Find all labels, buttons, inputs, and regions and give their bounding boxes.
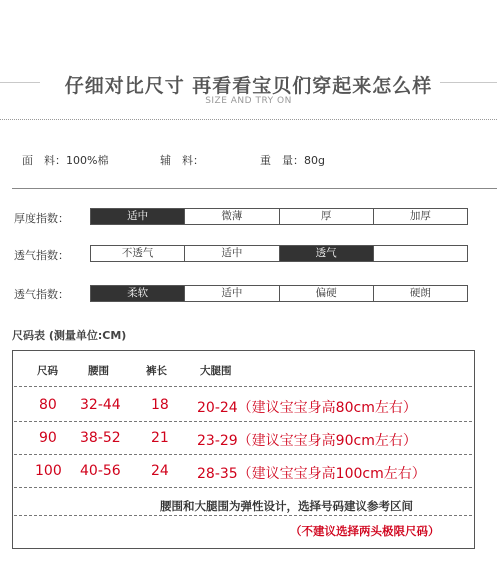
spec-fabric-value: 100%棉 (66, 154, 109, 167)
header-thigh: 大腿围 (200, 365, 232, 377)
breathability-scale (90, 245, 468, 262)
breathability-option: 适中 (185, 246, 279, 261)
spec-weight (260, 152, 325, 168)
cell-thigh: 20-24（建议宝宝身高80cm左右） (197, 400, 417, 416)
page-title: 仔细对比尺寸 再看看宝贝们穿起来怎么样 (64, 75, 433, 97)
breathability-option: 不透气 (91, 246, 185, 261)
page-subtitle: SIZE AND TRY ON (205, 96, 292, 106)
cell-length: 18 (151, 397, 169, 413)
cell-length: 21 (151, 430, 169, 446)
softness-option: 柔软 (91, 286, 185, 301)
spec-divider (12, 188, 497, 189)
header-waist: 腰围 (88, 365, 109, 377)
breathability-option (374, 246, 467, 261)
softness-option: 偏硬 (280, 286, 374, 301)
size-warning: （不建议选择两头极限尺码） (290, 524, 440, 538)
thickness-scale (90, 208, 468, 225)
thickness-option: 厚 (280, 209, 374, 224)
row-divider (14, 487, 472, 488)
softness-scale (90, 285, 468, 302)
thickness-option: 加厚 (374, 209, 467, 224)
row-divider (14, 386, 472, 387)
cell-thigh: 23-29（建议宝宝身高90cm左右） (197, 433, 417, 449)
spec-weight-value: 80g (304, 154, 325, 167)
header-length: 裤长 (146, 365, 167, 377)
spec-fabric (22, 152, 108, 168)
softness-label: 透气指数： (14, 288, 69, 301)
cell-waist: 32-44 (80, 397, 121, 413)
breathability-option: 透气 (280, 246, 374, 261)
header-size: 尺码 (37, 365, 58, 377)
thickness-label: 厚度指数： (14, 212, 69, 225)
row-divider (14, 454, 472, 455)
size-note: 腰围和大腿围为弹性设计，选择号码建议参考区间 (160, 499, 413, 513)
thickness-option: 适中 (91, 209, 185, 224)
cell-length: 24 (151, 463, 169, 479)
softness-option: 适中 (185, 286, 279, 301)
dotted-divider (0, 119, 497, 120)
softness-option: 硬朗 (374, 286, 467, 301)
spec-accessory-label: 辅 料： (160, 154, 204, 167)
thickness-option: 微薄 (185, 209, 279, 224)
row-divider (14, 515, 472, 516)
cell-size: 100 (35, 463, 62, 479)
spec-accessory (160, 152, 204, 168)
breathability-label: 透气指数： (14, 249, 69, 262)
spec-weight-label: 重 量： (260, 154, 304, 167)
spec-fabric-label: 面 料： (22, 154, 66, 167)
cell-size: 90 (39, 430, 57, 446)
size-table-title: 尺码表 (测量单位:CM) (12, 329, 127, 342)
cell-waist: 38-52 (80, 430, 121, 446)
cell-size: 80 (39, 397, 57, 413)
row-divider (14, 421, 472, 422)
cell-waist: 40-56 (80, 463, 121, 479)
cell-thigh: 28-35（建议宝宝身高100cm左右） (197, 466, 426, 482)
